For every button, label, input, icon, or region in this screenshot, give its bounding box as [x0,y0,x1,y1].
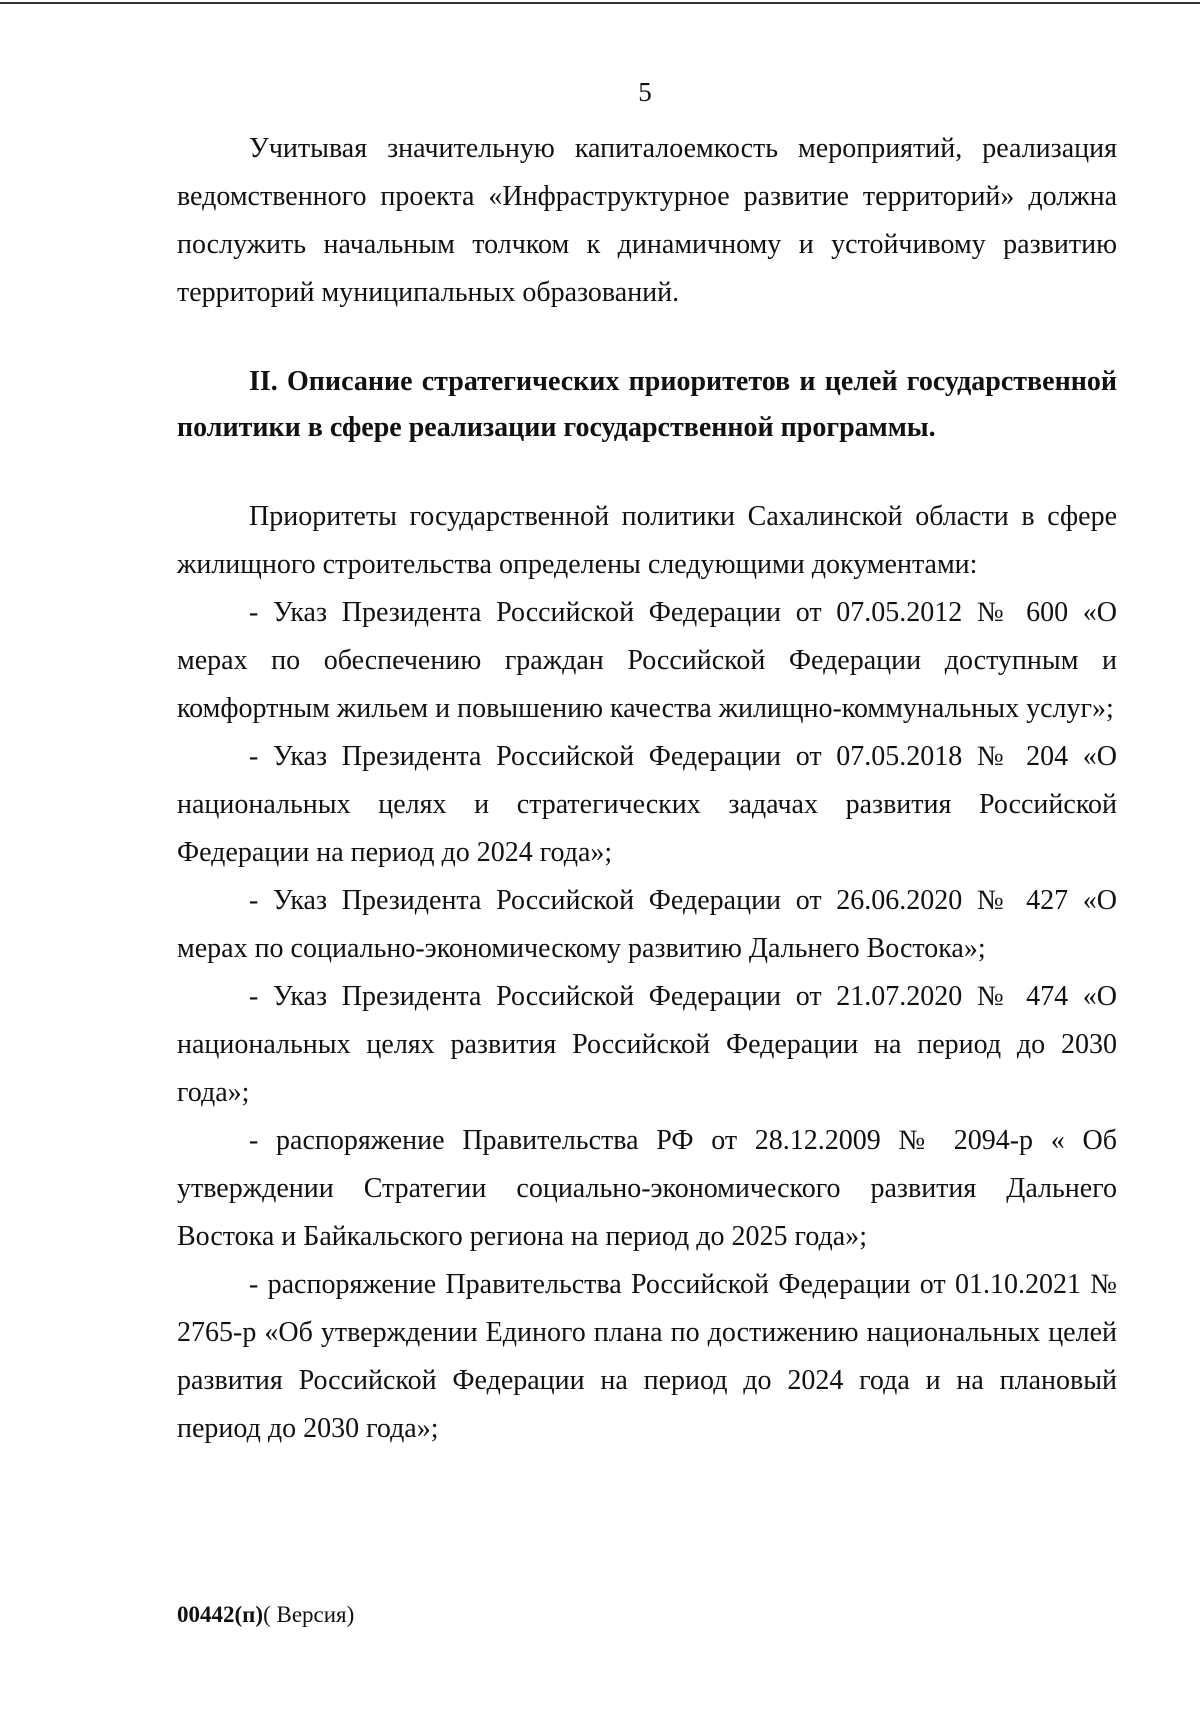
list-item-order-2765: - распоряжение Правительства Российской Федерации от 01.10.2021 № 2765-р «Об утверждении Единого плана по достижению национальных целей развития Российской Федерации на период до 2024 года и на плановый период до 2030 года»; [177,1269,1117,1444]
document-code: 00442(п) [177,1602,264,1627]
document-footer [177,1600,354,1630]
section-heading: II. Описание стратегических приоритетов и целей государственной политики в сфере реализации государственной программы. [177,366,1117,443]
intro-paragraph: Учитывая значительную капиталоемкость мероприятий, реализация ведомственного проекта «Инфраструктурное развитие территорий» должна послужить начальным толчком к динамичному и устойчивому развитию территорий муниципальных образований. [177,133,1117,308]
list-item-decree-600: - Указ Президента Российской Федерации от 07.05.2012 № 600 «О мерах по обеспечению граждан Российской Федерации доступным и комфортным жильем и повышению качества жилищно-коммунальных услуг»; [177,597,1117,724]
document-body [177,125,1117,1453]
list-item-order-2094: - распоряжение Правительства РФ от 28.12.2009 № 2094-р « Об утверждении Стратегии социально-экономического развития Дальнего Востока и Байкальского региона на период до 2025 года»; [177,1125,1117,1252]
list-item-decree-204: - Указ Президента Российской Федерации от 07.05.2018 № 204 «О национальных целях и стратегических задачах развития Российской Федерации на период до 2024 года»; [177,741,1117,868]
top-border-line [0,2,1200,4]
list-item-decree-474: - Указ Президента Российской Федерации от 21.07.2020 № 474 «О национальных целях развития Российской Федерации на период до 2030 года»; [177,981,1117,1108]
list-item-decree-427: - Указ Президента Российской Федерации от 26.06.2020 № 427 «О мерах по социально-экономическому развитию Дальнего Востока»; [177,885,1117,964]
document-version: ( Версия) [263,1602,355,1627]
priorities-paragraph: Приоритеты государственной политики Сахалинской области в сфере жилищного строительства определены следующими документами: [177,501,1117,580]
page-number: 5 [638,77,652,107]
